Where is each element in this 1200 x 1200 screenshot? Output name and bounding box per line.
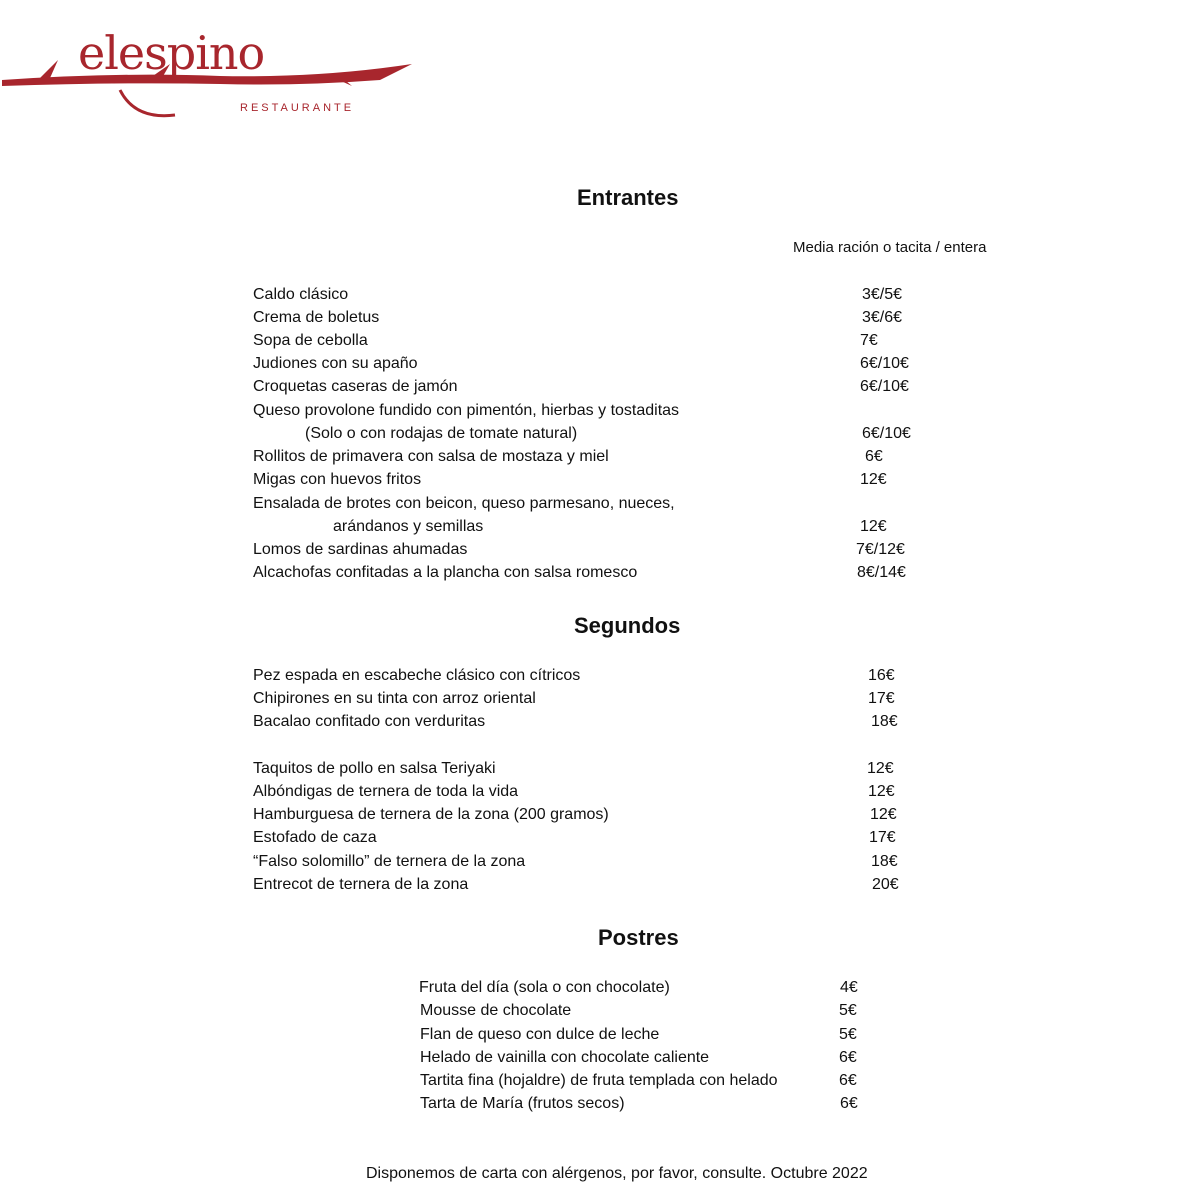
menu-item-name: Caldo clásico: [253, 286, 349, 303]
menu-item-name: Chipirones en su tinta con arroz oriental: [253, 690, 536, 707]
menu-item-name: Rollitos de primavera con salsa de mostaza y miel: [253, 448, 609, 465]
menu-item-name: Bacalao confitado con verduritas: [253, 713, 486, 730]
menu-item-price: 12€: [860, 518, 887, 535]
menu-item-name: Lomos de sardinas ahumadas: [253, 541, 468, 558]
section-title-segundos: Segundos: [574, 613, 681, 638]
logo-wordmark: elespino: [78, 26, 265, 80]
menu-item-name: Helado de vainilla con chocolate caliente: [420, 1049, 710, 1066]
restaurant-logo: [0, 20, 420, 120]
menu-item-price: 17€: [869, 829, 896, 846]
logo-subtitle: RESTAURANTE: [240, 102, 355, 114]
menu-item-price: 18€: [871, 713, 898, 730]
menu-item-price: 8€/14€: [857, 564, 906, 581]
menu-item-price: 7€: [860, 332, 878, 349]
menu-item-name: Ensalada de brotes con beicon, queso parmesano, nueces,: [253, 495, 675, 512]
menu-item-price: 5€: [839, 1026, 857, 1043]
menu-item-name: Alcachofas confitadas a la plancha con salsa romesco: [253, 564, 638, 581]
menu-item-price: 6€/10€: [860, 378, 909, 395]
menu-item-price: 3€/6€: [862, 309, 903, 326]
menu-item-price: 20€: [872, 876, 899, 893]
menu-item-name: Taquitos de pollo en salsa Teriyaki: [253, 760, 496, 777]
menu-item-price: 6€/10€: [862, 425, 911, 442]
menu-item-price: 16€: [868, 667, 895, 684]
menu-item-detail: arándanos y semillas: [333, 518, 484, 535]
menu-item-name: Hamburguesa de ternera de la zona (200 gramos): [253, 806, 609, 823]
menu-item-name: Judiones con su apaño: [253, 355, 418, 372]
menu-item-price: 12€: [870, 806, 897, 823]
menu-item-price: 6€: [840, 1095, 858, 1112]
section-title-postres: Postres: [598, 925, 679, 950]
menu-item-price: 12€: [868, 783, 895, 800]
menu-item-price: 6€: [865, 448, 883, 465]
menu-item-name: Entrecot de ternera de la zona: [253, 876, 469, 893]
portion-note: Media ración o tacita / entera: [793, 239, 987, 256]
menu-item-name: Sopa de cebolla: [253, 332, 368, 349]
menu-item-price: 7€/12€: [856, 541, 905, 558]
menu-item-price: 4€: [840, 979, 858, 996]
section-title-entrantes: Entrantes: [577, 185, 679, 210]
menu-item-price: 6€: [839, 1049, 857, 1066]
allergen-footer-note: Disponemos de carta con alérgenos, por favor, consulte. Octubre 2022: [366, 1165, 868, 1182]
menu-item-price: 17€: [868, 690, 895, 707]
menu-item-price: 6€/10€: [860, 355, 909, 372]
menu-item-price: 3€/5€: [862, 286, 903, 303]
menu-item-name: Pez espada en escabeche clásico con cítricos: [253, 667, 581, 684]
menu-item-name: Mousse de chocolate: [420, 1002, 572, 1019]
menu-item-name: Flan de queso con dulce de leche: [420, 1026, 660, 1043]
menu-item-name: Migas con huevos fritos: [253, 471, 422, 488]
menu-item-price: 12€: [867, 760, 894, 777]
menu-item-name: Albóndigas de ternera de toda la vida: [253, 783, 519, 800]
menu-item-detail: (Solo o con rodajas de tomate natural): [305, 425, 578, 442]
menu-item-price: 12€: [860, 471, 887, 488]
menu-item-name: Croquetas caseras de jamón: [253, 378, 458, 395]
menu-item-name: Crema de boletus: [253, 309, 380, 326]
menu-item-name: Fruta del día (sola o con chocolate): [419, 979, 670, 996]
menu-item-name: Estofado de caza: [253, 829, 377, 846]
menu-item-name: Tarta de María (frutos secos): [420, 1095, 625, 1112]
menu-item-price: 18€: [871, 853, 898, 870]
menu-item-name: Queso provolone fundido con pimentón, hierbas y tostaditas: [253, 402, 680, 419]
menu-item-name: “Falso solomillo” de ternera de la zona: [253, 853, 526, 870]
menu-item-price: 5€: [839, 1002, 857, 1019]
menu-item-price: 6€: [839, 1072, 857, 1089]
menu-item-name: Tartita fina (hojaldre) de fruta templada con helado: [420, 1072, 778, 1089]
